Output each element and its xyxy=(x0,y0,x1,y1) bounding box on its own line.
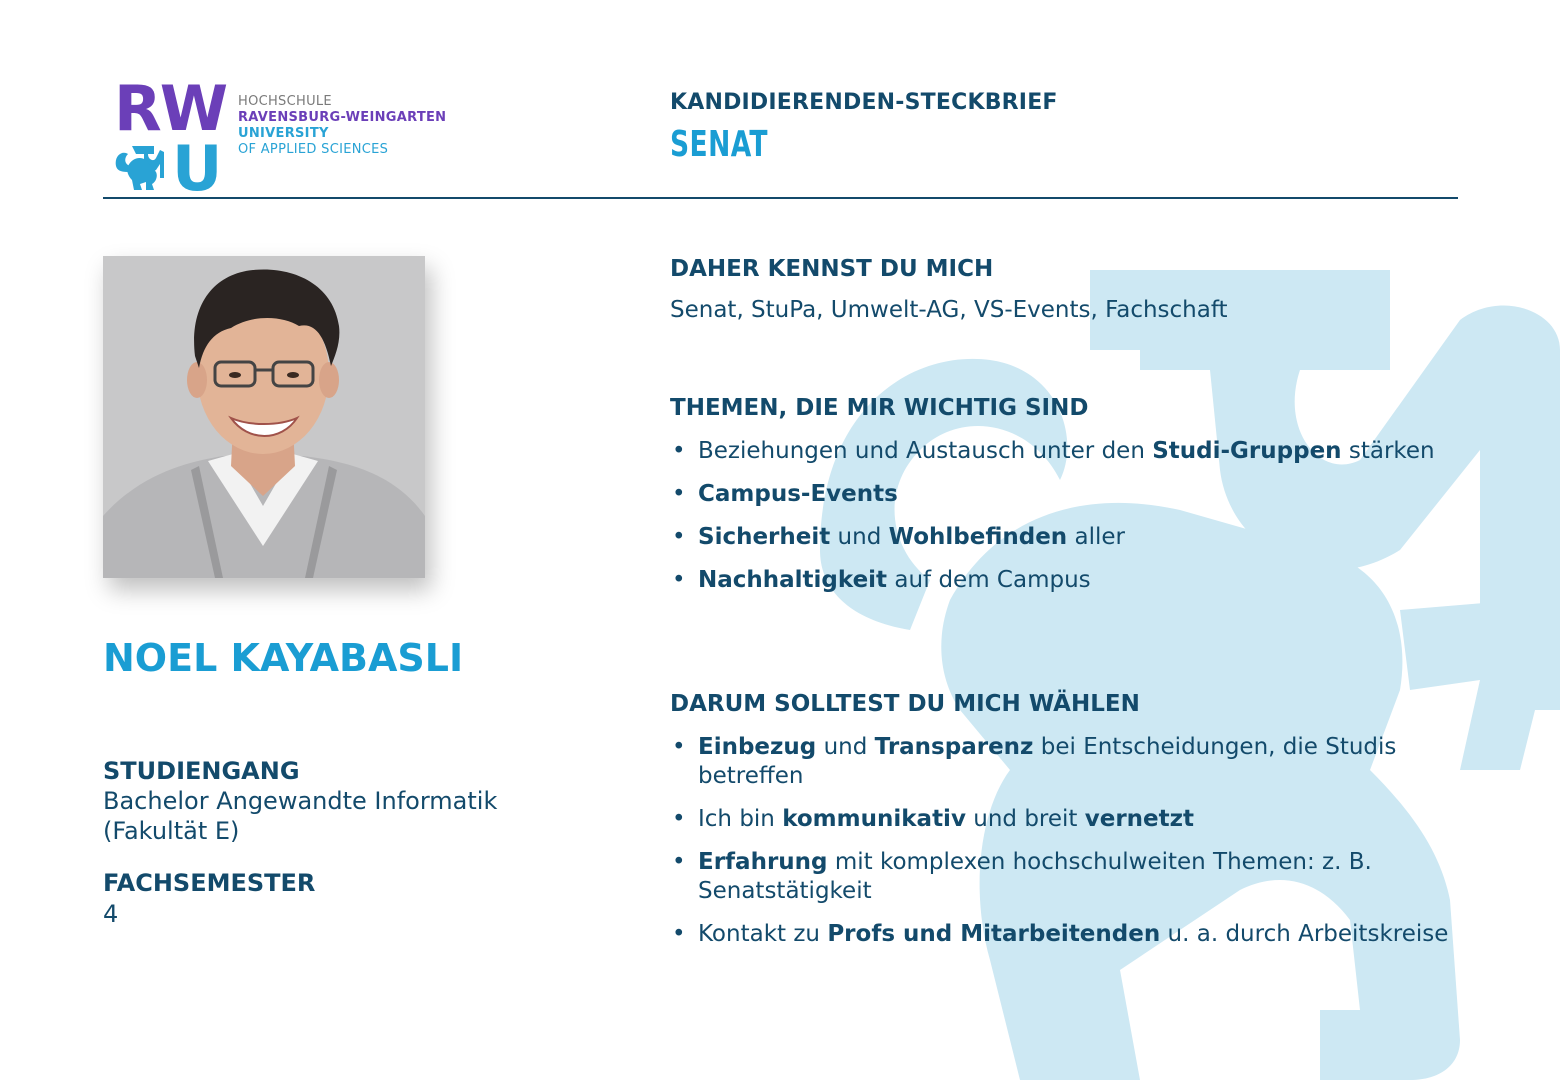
studiengang-value-line1: Bachelor Angewandte Informatik xyxy=(103,787,498,815)
logo-line-university: UNIVERSITY xyxy=(238,126,329,141)
university-logo xyxy=(110,74,470,194)
emphasis-text: kommunikativ xyxy=(782,806,966,832)
logo-line-ravensburg: RAVENSBURG-WEINGARTEN xyxy=(238,110,447,125)
item-text: und xyxy=(830,524,889,550)
logo-wordmark xyxy=(238,94,446,158)
list-item xyxy=(670,848,1470,906)
emphasis-text: Wohlbefinden xyxy=(888,524,1068,550)
rwu-logo-mark-icon xyxy=(110,74,230,192)
item-text: Kontakt zu xyxy=(698,921,828,947)
logo-line-hochschule: HOCHSCHULE xyxy=(238,94,332,109)
emphasis-text: Nachhaltigkeit xyxy=(698,567,888,593)
studiengang-label: STUDIENGANG xyxy=(103,757,300,785)
bullet-icon: • xyxy=(672,849,686,875)
emphasis-text: Campus-Events xyxy=(698,481,898,507)
reasons-list xyxy=(670,733,1470,963)
emphasis-text: Transparenz xyxy=(874,734,1034,760)
list-item xyxy=(670,733,1470,791)
item-text: bei Entscheidungen, die Studis betreffen xyxy=(698,734,1397,789)
candidate-name: NOEL KAYABASLI xyxy=(103,636,464,680)
item-text: auf dem Campus xyxy=(887,567,1091,593)
bullet-icon: • xyxy=(672,734,686,760)
topics-heading: THEMEN, DIE MIR WICHTIG SIND xyxy=(670,395,1089,421)
bullet-icon: • xyxy=(672,567,686,593)
election-body: SENAT xyxy=(670,124,768,165)
studiengang-value-line2: (Fakultät E) xyxy=(103,817,240,845)
item-text: u. a. durch Arbeitskreise xyxy=(1160,921,1449,947)
item-text: und breit xyxy=(965,806,1085,832)
item-text: und xyxy=(816,734,875,760)
item-text: stärken xyxy=(1341,438,1435,464)
bullet-icon: • xyxy=(672,524,686,550)
reasons-heading: DARUM SOLLTEST DU MICH WÄHLEN xyxy=(670,691,1140,717)
fachsemester-value: 4 xyxy=(103,900,119,928)
list-item xyxy=(670,523,1470,552)
topics-list xyxy=(670,437,1470,609)
emphasis-text: vernetzt xyxy=(1084,806,1195,832)
known-from-text: Senat, StuPa, Umwelt-AG, VS-Events, Fachschaft xyxy=(670,297,1228,323)
bullet-icon: • xyxy=(672,921,686,947)
list-item xyxy=(670,437,1470,466)
item-text: mit komplexen hochschulweiten Themen: z. B. Senatstätigkeit xyxy=(698,849,1372,904)
fachsemester-label: FACHSEMESTER xyxy=(103,869,316,897)
emphasis-text: Studi-Gruppen xyxy=(1152,438,1342,464)
candidate-photo xyxy=(103,256,425,578)
emphasis-text: Erfahrung xyxy=(698,849,828,875)
emphasis-text: Sicherheit xyxy=(698,524,831,550)
item-text: aller xyxy=(1067,524,1125,550)
list-item xyxy=(670,920,1470,949)
emphasis-text: Einbezug xyxy=(698,734,817,760)
known-from-heading: DAHER KENNST DU MICH xyxy=(670,256,994,282)
item-text: Beziehungen und Austausch unter den xyxy=(698,438,1153,464)
list-item xyxy=(670,566,1470,595)
list-item xyxy=(670,480,1470,509)
document-type: KANDIDIERENDEN-STECKBRIEF xyxy=(670,90,1058,115)
bullet-icon: • xyxy=(672,481,686,507)
svg-text:RW: RW xyxy=(114,74,227,145)
logo-line-applied-sciences: OF APPLIED SCIENCES xyxy=(238,142,389,157)
header-divider xyxy=(103,197,1458,199)
list-item xyxy=(670,805,1470,834)
bullet-icon: • xyxy=(672,806,686,832)
portrait-image-icon xyxy=(103,256,425,578)
svg-text:U: U xyxy=(172,132,223,192)
bullet-icon: • xyxy=(672,438,686,464)
emphasis-text: Profs und Mitarbeitenden xyxy=(827,921,1161,947)
item-text: Ich bin xyxy=(698,806,783,832)
